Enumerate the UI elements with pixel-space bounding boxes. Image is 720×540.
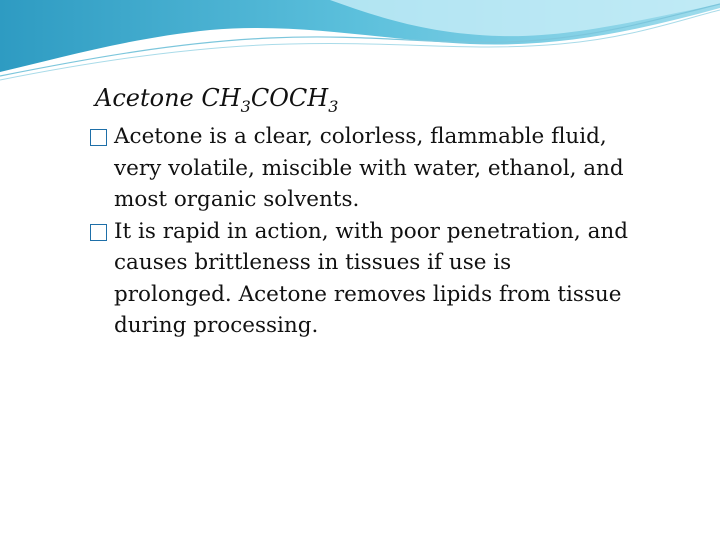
bullet-text: Acetone is a clear, colorless, flammable fluid, very volatile, miscible with water, ethanol, and most organic solvents. xyxy=(114,124,624,212)
bullet-item xyxy=(114,121,634,216)
bullet-list xyxy=(114,121,634,342)
bullet-text: It is rapid in action, with poor penetration, and causes brittleness in tissues if use is prolonged. Acetone removes lipids from tissue during processing. xyxy=(114,218,628,338)
bullet-item xyxy=(114,216,634,342)
bullet-box-icon xyxy=(90,224,107,241)
decorative-wave-banner xyxy=(0,0,720,90)
bullet-box-icon xyxy=(90,129,107,146)
slide-title xyxy=(95,80,338,116)
title-subscript-2: 3 xyxy=(328,97,339,116)
title-text-2: COCH xyxy=(250,84,329,112)
title-subscript-1: 3 xyxy=(240,97,251,116)
title-text: Acetone CH xyxy=(95,84,241,112)
